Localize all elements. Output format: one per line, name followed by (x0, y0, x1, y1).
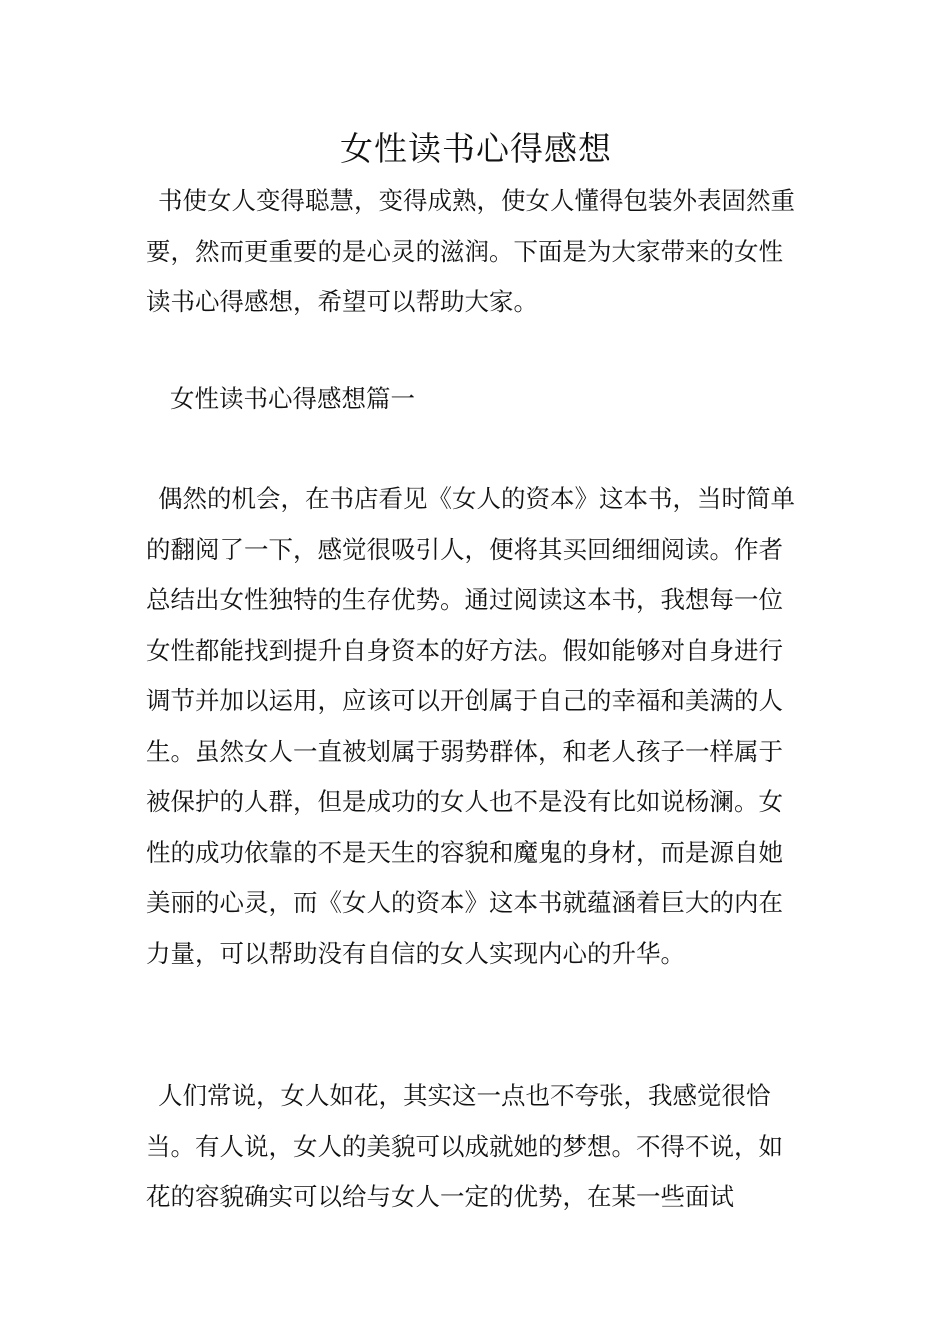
document-title: 女性读书心得感想 (340, 129, 612, 168)
section-heading: 女性读书心得感想篇一 (170, 384, 415, 413)
intro-paragraph: 书使女人变得聪慧，变得成熟，使女人懂得包装外表固然重要，然而更重要的是心灵的滋润。下面是为大家带来的女性读书心得感想，希望可以帮助大家。 (146, 186, 795, 316)
body-paragraph-2: 人们常说，女人如花，其实这一点也不夸张，我感觉很恰当。有人说，女人的美貌可以成就她的梦想。不得不说，如花的容貌确实可以给与女人一定的优势，在某一些面试 (146, 1081, 783, 1211)
body-paragraph-1: 偶然的机会，在书店看见《女人的资本》这本书，当时简单的翻阅了一下，感觉很吸引人，便将其买回细细阅读。作者总结出女性独特的生存优势。通过阅读这本书，我想每一位女性都能找到提升自身资本的好方法。假如能够对自身进行调节并加以运用，应该可以开创属于自己的幸福和美满的人生。虽然女人一直被划属于弱势群体，和老人孩子一样属于被保护的人群，但是成功的女人也不是没有比如说杨澜。女性的成功依靠的不是天生的容貌和魔鬼的身材，而是源自她美丽的心灵，而《女人的资本》这本书就蕴涵着巨大的内在力量，可以帮助没有自信的女人实现内心的升华。 (146, 484, 795, 968)
